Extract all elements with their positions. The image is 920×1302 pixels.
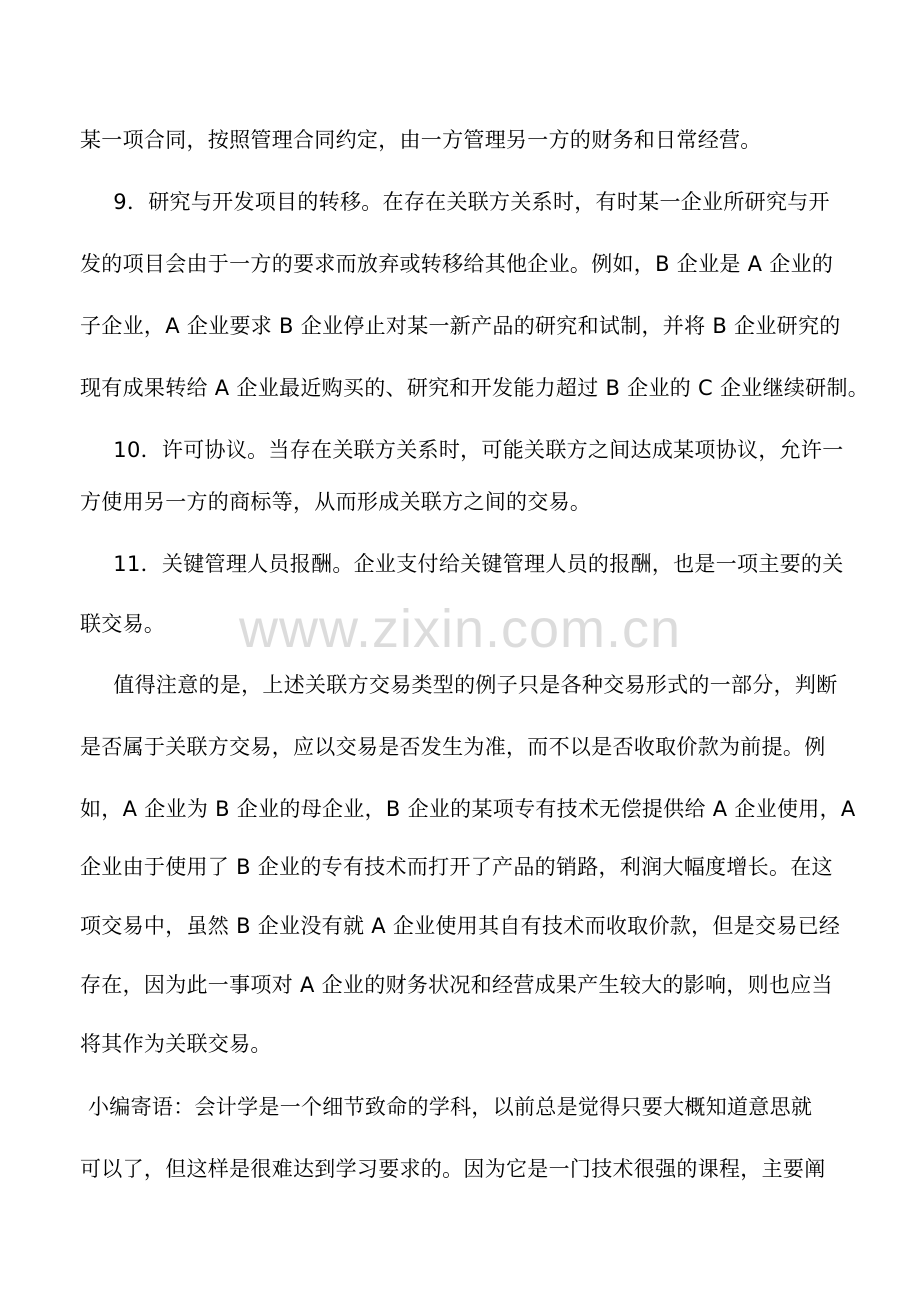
text-line: 将其作为关联交易。 xyxy=(80,1032,272,1056)
text-line: 发的项目会由于一方的要求而放弃或转移给其他企业。例如，B 企业是 A 企业的 xyxy=(80,252,834,276)
text-line: 10．许可协议。当存在关联方关系时，可能关联方之间达成某项协议，允许一 xyxy=(92,438,844,462)
text-line: 项交易中，虽然 B 企业没有就 A 企业使用其自有技术而收取价款，但是交易已经 xyxy=(80,914,841,938)
text-line: 小编寄语：会计学是一个细节致命的学科，以前总是觉得只要大概知道意思就 xyxy=(88,1095,813,1119)
watermark: www.zixin.com.cn xyxy=(238,599,682,659)
text-line: 可以了，但这样是很难达到学习要求的。因为它是一门技术很强的课程，主要阐 xyxy=(80,1157,826,1181)
text-line: 存在，因为此一事项对 A 企业的财务状况和经营成果产生较大的影响，则也应当 xyxy=(80,973,833,997)
text-line: 子企业，A 企业要求 B 企业停止对某一新产品的研究和试制，并将 B 企业研究的 xyxy=(80,314,841,338)
text-line: 企业由于使用了 B 企业的专有技术而打开了产品的销路，利润大幅度增长。在这 xyxy=(80,855,833,879)
text-line: 是否属于关联方交易，应以交易是否发生为准，而不以是否收取价款为前提。例 xyxy=(80,735,826,759)
text-line: 值得注意的是，上述关联方交易类型的例子只是各种交易形式的一部分，判断 xyxy=(92,673,838,697)
text-line: 现有成果转给 A 企业最近购买的、研究和开发能力超过 B 企业的 C 企业继续研制。 xyxy=(80,376,870,400)
text-line: 11．关键管理人员报酬。企业支付给关键管理人员的报酬，也是一项主要的关 xyxy=(92,552,844,576)
text-line: 9．研究与开发项目的转移。在存在关联方关系时，有时某一企业所研究与开 xyxy=(92,190,830,214)
text-line: 方使用另一方的商标等，从而形成关联方之间的交易。 xyxy=(80,490,592,514)
text-line: 联交易。 xyxy=(80,612,166,636)
text-line: 某一项合同，按照管理合同约定，由一方管理另一方的财务和日常经营。 xyxy=(80,128,762,152)
text-line: 如，A 企业为 B 企业的母企业，B 企业的某项专有技术无偿提供给 A 企业使用，A xyxy=(80,797,856,821)
